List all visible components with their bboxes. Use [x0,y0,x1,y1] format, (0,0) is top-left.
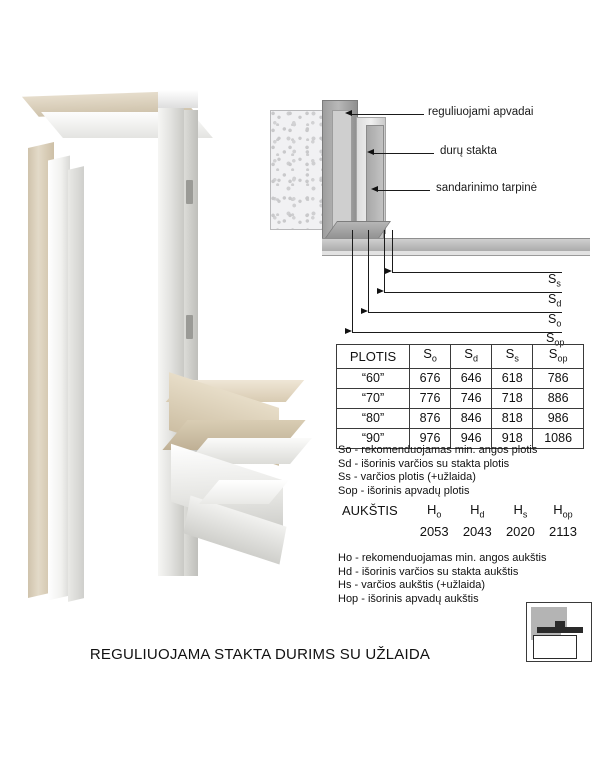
height-legend-line-2: Hd - išorinis varčios su stakta aukštis [338,565,519,578]
jamb-inner-section [332,110,352,237]
callout-tarpine: sandarinimo tarpinė [436,182,538,194]
width-table-container [336,344,584,449]
hinge-top [186,180,193,204]
col-header-sop [533,345,584,369]
col-header-hop-sub: op [562,509,573,520]
row-label-90: “90” [337,428,410,448]
door-profile-icon [526,602,592,662]
cell-70-ss: 718 [492,388,533,408]
tick-sop [352,230,353,332]
col-header-sop-sub: op [557,353,568,364]
cell-height-hs: 2020 [505,524,535,539]
dimension-line-sop [352,332,562,333]
dimension-arrow-so [361,308,368,314]
cell-60-sop: 786 [533,368,584,388]
cell-height-ho: 2053 [419,524,449,539]
cell-70-so: 776 [410,388,451,408]
dimension-label-ss: $S_s$ [548,272,561,289]
leader-arrow-stakta [367,149,374,155]
frame-head-cap [158,90,198,108]
height-legend-line-1: Ho - rekomenduojamas min. angos aukštis [338,552,547,564]
cell-60-so: 676 [410,368,451,388]
tick-sd [384,230,385,292]
cell-height-hd: 2043 [462,524,492,539]
leader-arrow-apvadai [345,110,352,116]
width-legend-line-4: Sop - išorinis apvadų plotis [338,484,470,497]
col-header-sd-sub: d [472,353,478,364]
col-header-sop-base: S [548,346,558,361]
col-header-ho-base: H [426,501,437,517]
col-header-plotis [337,345,410,369]
cell-height-hop: 2113 [548,524,577,539]
col-header-hd-base: H [470,501,480,517]
col-header-ss-base: S [505,346,515,361]
col-header-hd [456,500,499,521]
col-header-so-sub: o [431,353,437,364]
dimension-label-so: $S_o$ [548,312,562,329]
height-legend-line-3: Hs - varčios aukštis (+užlaida) [338,579,486,591]
height-table [336,500,584,542]
col-header-ss [492,345,533,369]
cross-section-detail [270,95,590,335]
width-legend [338,444,537,498]
cell-80-so: 876 [410,408,451,428]
cell-80-sop: 986 [533,408,584,428]
width-legend-line-2: Sd - išorinis varčios su stakta plotis [338,457,510,470]
dimension-label-sop: $S_{op}$ [546,331,565,348]
col-header-hop-base: H [553,501,563,517]
col-header-hop [542,500,584,521]
col-header-so-base: S [423,346,432,361]
col-header-sd [451,345,492,369]
page-title: REGULIUOJAMA STAKTA DURIMS SU UŽLAIDA [89,646,431,663]
cell-90-so: 976 [410,428,451,448]
dimension-line-so [368,312,562,313]
col-header-ho-sub: o [436,509,442,520]
col-header-ho [413,500,456,521]
width-legend-line-3: Ss - varčios plotis (+užlaida) [338,471,476,483]
row-label-70: “70” [337,388,410,408]
col-header-hs-base: H [513,501,523,517]
cell-80-sd: 846 [451,408,492,428]
icon-bar [537,627,583,633]
height-table-container [336,500,584,542]
frame-white-inner-jamb [68,166,84,602]
callout-apvadai: reguliuojami apvadai [428,106,534,118]
col-header-plotis-text: PLOTIS [349,348,397,364]
col-header-aukstis: AUKŠTIS [342,503,398,518]
dimension-line-ss [392,272,562,273]
cell-70-sop: 886 [533,388,584,408]
leader-line-apvadai [352,114,424,115]
table-header-row [337,345,584,369]
col-header-hs [499,500,542,521]
row-label-80: “80” [337,408,410,428]
col-header-hd-sub: d [479,509,485,520]
col-header-so [410,345,451,369]
table-row [337,408,584,428]
col-header-hs-sub: s [522,509,528,520]
cell-90-ss: 918 [492,428,533,448]
dimension-arrow-ss [385,268,392,274]
cell-60-sd: 646 [451,368,492,388]
leader-arrow-tarpine [371,186,378,192]
cell-90-sop: 1086 [533,428,584,448]
icon-outline-box [533,635,577,659]
dimension-label-sd: $S_d$ [548,292,562,309]
cell-70-sd: 746 [451,388,492,408]
tick-so [368,230,369,312]
dimension-arrow-sd [377,288,384,294]
leader-line-tarpine [378,190,430,191]
cell-60-ss: 618 [492,368,533,388]
row-label-60: “60” [337,368,410,388]
callout-stakta: durų stakta [440,145,497,157]
col-header-ss-sub: s [514,353,519,364]
table-row [336,521,584,542]
height-legend [338,552,546,606]
table-row [337,368,584,388]
cell-80-ss: 818 [492,408,533,428]
height-legend-line-4: Hop - išorinis apvadų aukštis [338,592,479,605]
tick-ss [392,230,393,272]
width-legend-line-1: So - rekomenduojamas min. angos plotis [338,444,538,456]
table-header-row [336,500,584,521]
frame-white-left-jamb [48,155,70,600]
jamb-profile-pieces [175,360,325,600]
leader-line-stakta [374,153,434,154]
table-row [337,388,584,408]
dimension-band-lower [322,251,590,256]
width-table [336,344,584,449]
col-header-sd-base: S [464,346,473,361]
row-label-height [336,521,413,542]
dimension-arrow-sop [345,328,352,334]
dimension-line-sd [384,292,562,293]
cell-90-sd: 946 [451,428,492,448]
hinge-middle [186,315,193,339]
